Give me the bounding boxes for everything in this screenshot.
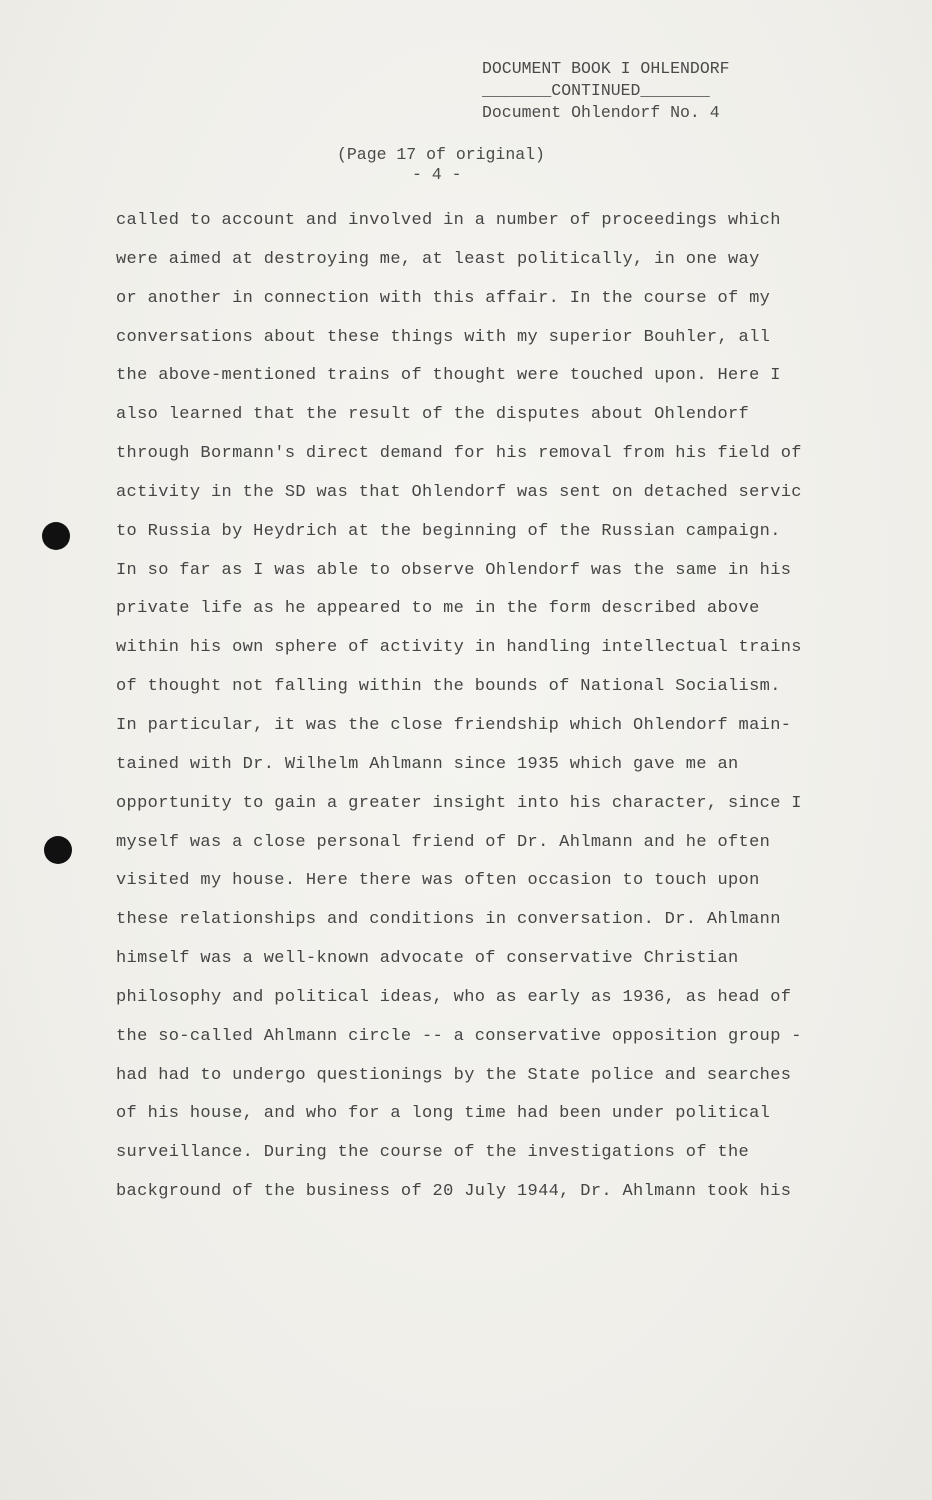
punch-hole-upper xyxy=(42,522,70,550)
body-line: opportunity to gain a greater insight into his character, since I xyxy=(116,793,802,813)
body-line: through Bormann's direct demand for his removal from his field of xyxy=(116,444,802,464)
body-line: conversations about these things with my superior Bouhler, all xyxy=(116,327,771,347)
body-line: private life as he appeared to me in the form described above xyxy=(116,599,760,619)
body-line: philosophy and political ideas, who as early as 1936, as head of xyxy=(116,987,792,1007)
header-document-number: Document Ohlendorf No. 4 xyxy=(482,103,720,122)
body-line: of his house, and who for a long time had been under political xyxy=(116,1104,771,1124)
original-page-reference: (Page 17 of original) xyxy=(337,145,545,164)
body-line: to Russia by Heydrich at the beginning of the Russian campaign. xyxy=(116,521,781,541)
body-line: within his own sphere of activity in handling intellectual trains xyxy=(116,638,802,658)
body-line: tained with Dr. Wilhelm Ahlmann since 1935 which gave me an xyxy=(116,754,739,774)
body-line: also learned that the result of the disputes about Ohlendorf xyxy=(116,405,750,425)
body-line: activity in the SD was that Ohlendorf was sent on detached servic xyxy=(116,482,802,502)
page-number: - 4 - xyxy=(412,165,462,184)
body-line: In particular, it was the close friendship which Ohlendorf main- xyxy=(116,715,792,735)
body-line: these relationships and conditions in conversation. Dr. Ahlmann xyxy=(116,910,781,930)
body-line: myself was a close personal friend of Dr. Ahlmann and he often xyxy=(116,832,771,852)
header-continued: _______CONTINUED_______ xyxy=(482,81,710,100)
body-line: called to account and involved in a number of proceedings which xyxy=(116,211,781,230)
document-header xyxy=(482,58,812,124)
body-line: himself was a well-known advocate of conservative Christian xyxy=(116,949,739,969)
body-line: the so-called Ahlmann circle -- a conservative opposition group - xyxy=(116,1026,802,1046)
body-line: were aimed at destroying me, at least politically, in one way xyxy=(116,249,760,269)
body-line: the above-mentioned trains of thought were touched upon. Here I xyxy=(116,366,781,386)
body-line: surveillance. During the course of the investigations of the xyxy=(116,1143,750,1163)
punch-hole-lower xyxy=(44,836,72,864)
body-text xyxy=(116,202,876,1212)
body-line: visited my house. Here there was often occasion to touch upon xyxy=(116,871,760,891)
body-line: In so far as I was able to observe Ohlendorf was the same in his xyxy=(116,560,792,580)
body-line: had had to undergo questionings by the State police and searches xyxy=(116,1065,792,1085)
body-line: background of the business of 20 July 1944, Dr. Ahlmann took his xyxy=(116,1182,792,1202)
header-title: DOCUMENT BOOK I OHLENDORF xyxy=(482,59,730,78)
body-line: of thought not falling within the bounds of National Socialism. xyxy=(116,677,781,697)
body-line: or another in connection with this affair. In the course of my xyxy=(116,288,771,308)
